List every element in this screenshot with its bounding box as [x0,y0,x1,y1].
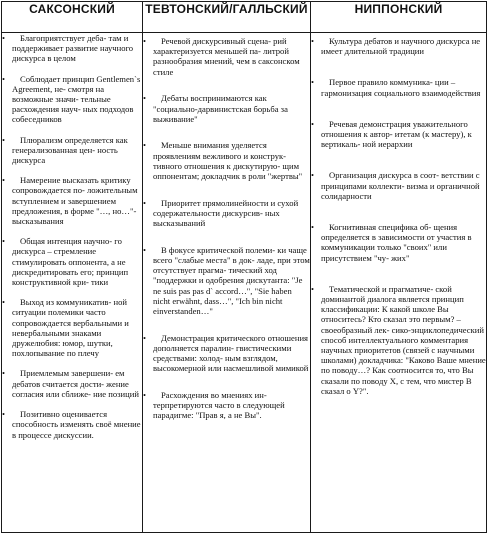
teutonic-gallic-list [143,33,310,421]
comparison-table [1,1,487,533]
header-nipponic: НИППОНСКИЙ [311,2,487,33]
list-item [311,170,486,201]
item-text: Меньше внимания уделяется проявлениям вежливого и конструк- тивного отношения к дискутирую- щим оппонентам; докладчик в роли "жертвы" [153,140,303,182]
bullet-icon: • [2,368,6,379]
list-item [2,368,142,399]
bullet-icon: • [143,36,147,46]
item-text: Демонстрация критического отношения дополняется паралин- гвистическими средствами: холод- ным взглядом, высокомерной или насмешливой мимикой [153,332,309,374]
list-item [143,333,310,374]
list-item [311,119,486,150]
header-row [2,2,487,33]
item-text: Плюрализм определяется как генерализованная цен- ность дискурса [12,134,128,166]
item-text: Речевая демонстрация уважительного отношения к автор- итетам (к мастеру), к вертикаль- ной иерархии [321,118,472,150]
item-text: Расхождения во мнениях ин- терпретируются часто в следующей парадигме: "Прав я, а не Вы". [153,390,285,421]
bullet-icon: • [143,197,147,208]
header-teutonic-gallic: ТЕВТОНСКИЙ/ГАЛЛЬСКИЙ [143,2,311,33]
saxon-list [2,33,142,440]
bullet-icon: • [143,390,147,401]
item-text: Приемлемым завершени- ем дебатов считается дости- жение согласия или сближе- ние позиций [12,368,139,399]
item-text: Благоприятствует деба- там и поддерживает развитие научного дискурса в целом [12,33,134,64]
item-text: Общая интенция научно- го дискурса – стремление стимулировать оппонента, а не дискредитировать его; принцип конструктивной кри- тики [12,236,129,288]
saxon-column [2,33,143,533]
item-text: Организация дискурса в соот- ветствии с принципами коллекти- визма и органичной солидарности [321,170,480,201]
item-text: Дебаты воспринимаются как "социально-дарвинистская борьба за выживание" [153,93,288,124]
bullet-icon: • [143,244,147,255]
item-text: В фокусе критической полеми- ки чаще всего "слабые места" в док- ладе, при этом отсутствует прагма- тический ход "поддержки и одобрения дискутанта: "Je ne suis pas pas d` accord…", "Sie haben nicht erwähnt, dass…", "Ich bin nicht einverstanden…" [153,244,310,317]
nipponic-list [311,33,486,396]
bullet-icon: • [2,297,6,308]
item-text: Соблюдает принцип Gentlemen`s Agreement, не- смотря на возможные значи- тельные расхождения науч- ных подходов собеседников [12,73,141,125]
list-item [2,33,142,64]
item-text: Тематической и прагматиче- ской доминантой диалога является принцип классификации: К какой школе Вы относитесь? Кто сказал это первым? – своеобразный лек- сико-энциклопедический способ интеллектуального комментария научных приоритетов (связей с научными школами) докладчика: "Каково Ваше мнение по поводу…? Как соотносится то, что Вы сказали по поводу X, с тем, что мистер B сказал о Y?". [321,283,486,396]
bullet-icon: • [2,175,6,186]
item-text: Намерение высказать критику сопровождается по- ложительным вступлением и завершением предложения, в форме "…, но…"- высказывания [12,175,138,227]
content-row [2,33,487,533]
list-item [2,236,142,287]
bullet-icon: • [311,283,315,294]
teutonic-gallic-column [143,33,311,533]
bullet-icon: • [2,33,6,43]
nipponic-column [311,33,487,533]
bullet-icon: • [143,332,147,343]
item-text: Когнитивная специфика об- щения определяется в зависимости от участия в коммуникации только "своих" или присутствием "чу- жих" [321,222,472,263]
list-item [143,390,310,421]
list-item [311,77,486,97]
list-item [2,74,142,125]
bullet-icon: • [2,409,6,420]
list-item [2,409,142,440]
bullet-icon: • [2,134,6,145]
bullet-icon: • [2,73,6,84]
item-text: Выход из коммуникатив- ной ситуации полемики часто сопровождается вербальными и невербальными знаками дружелюбия: юмор, шутки, похлопывание по плечу [12,297,129,359]
list-item [311,284,486,396]
list-item [2,297,142,358]
bullet-icon: • [311,36,315,46]
item-text: Первое правило коммуника- ции – гармонизация социального взаимодействия [321,77,481,98]
bullet-icon: • [311,170,315,181]
list-item [143,198,310,229]
list-item [143,140,310,181]
bullet-icon: • [311,77,315,88]
item-text: Позитивно оценивается способность изменять своё мнение в процессе дискуссии. [12,409,141,440]
item-text: Речевой дискурсивный сцена- рий характеризуется меньшей па- литрой разнообразия мнений, чем в саксонском стиле [153,36,300,77]
bullet-icon: • [311,118,315,129]
header-saxon: САКСОНСКИЙ [2,2,143,33]
bullet-icon: • [2,236,6,247]
list-item [311,222,486,263]
bullet-icon: • [311,222,315,233]
item-text: Культура дебатов и научного дискурса не имеет длительной традиции [321,36,481,57]
list-item [2,175,142,226]
bullet-icon: • [143,93,147,104]
list-item [311,36,486,56]
list-item [143,93,310,124]
bullet-icon: • [143,140,147,151]
list-item [143,36,310,77]
list-item [143,245,310,316]
list-item [2,135,142,166]
item-text: Приоритет прямолинейности и сухой содержательности дискурсив- ных высказываний [153,197,299,229]
